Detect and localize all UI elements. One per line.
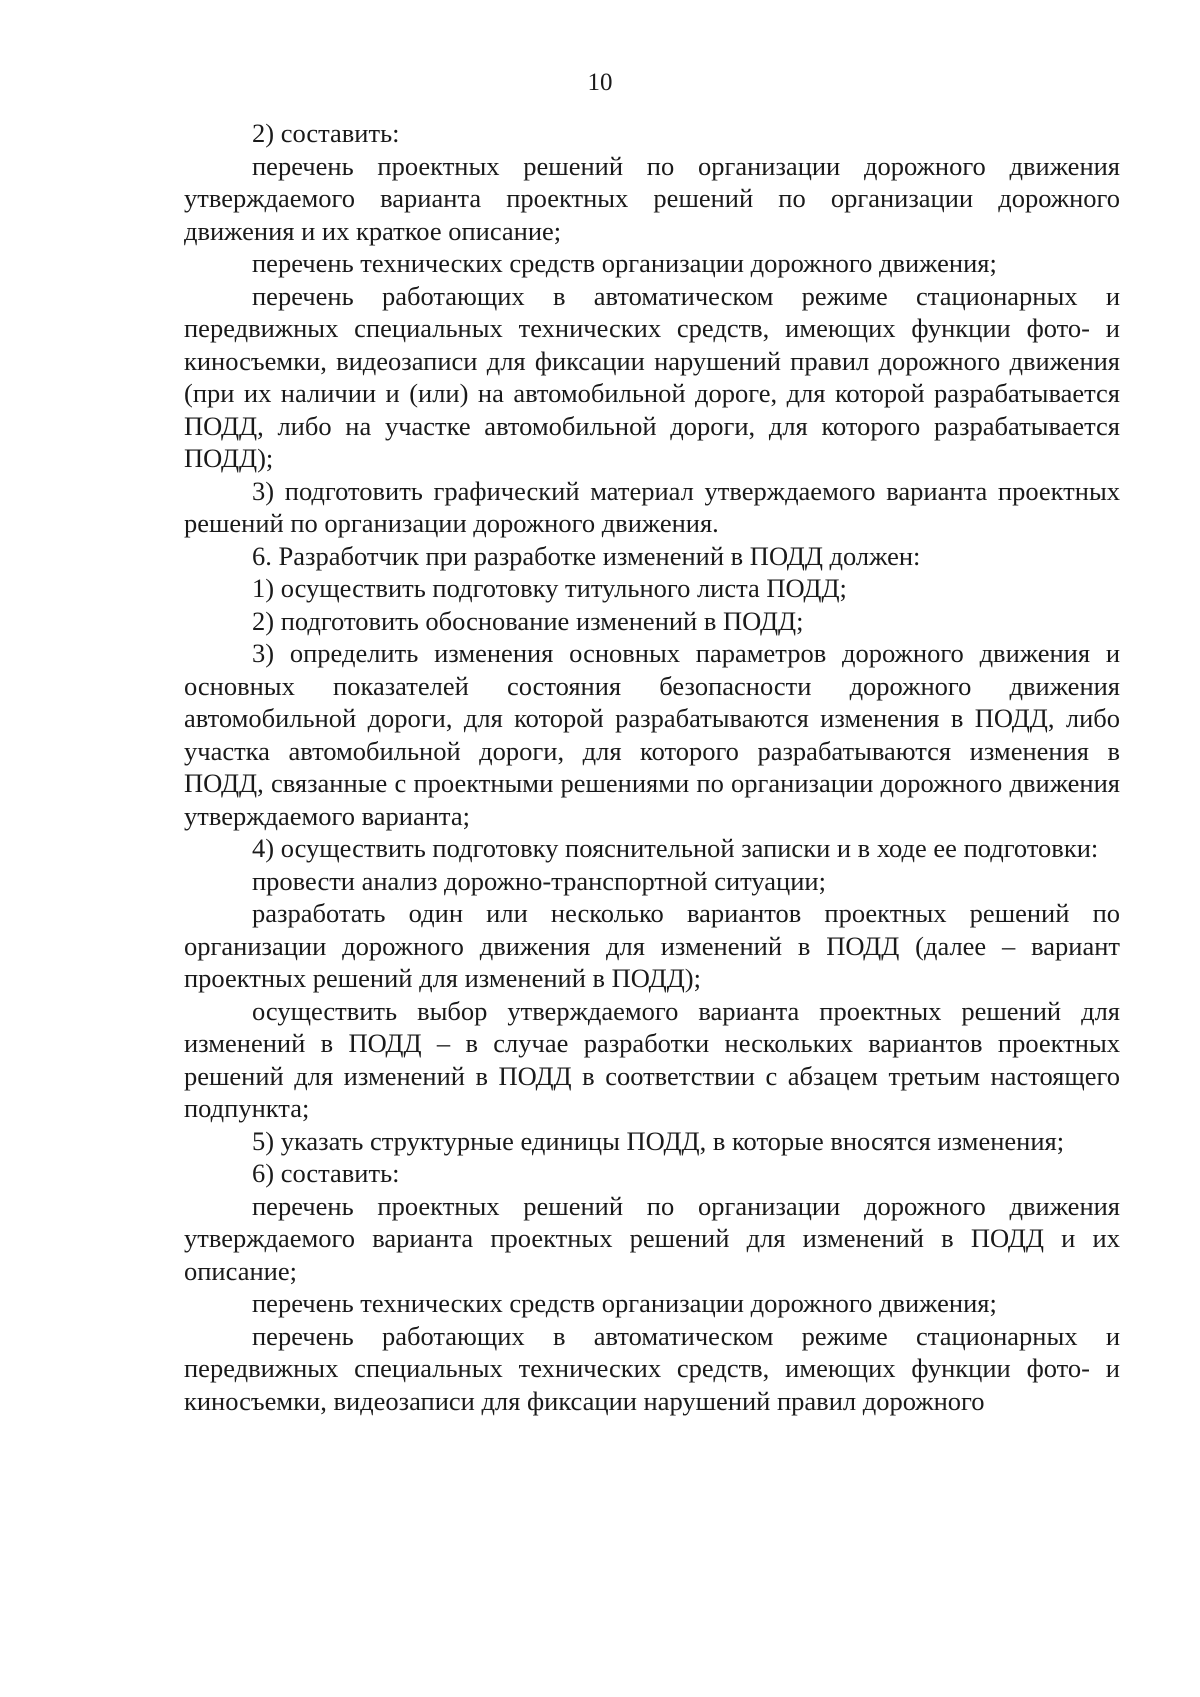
document-body (184, 117, 1120, 1417)
paragraph-technical-means-list-2: перечень технических средств организации дорожного движения; (252, 1288, 997, 1318)
paragraph-graphic-material: 3) подготовить графический материал утверждаемого варианта проектных решений по организации дорожного движения. (184, 475, 1120, 538)
paragraph-technical-means-list: перечень технических средств организации дорожного движения; (252, 248, 997, 278)
paragraph-compose-list-2: 6) составить: (252, 1158, 400, 1188)
paragraph-title-sheet: 1) осуществить подготовку титульного листа ПОДД; (252, 573, 847, 603)
paragraph-situation-analysis: провести анализ дорожно-транспортной ситуации; (252, 865, 826, 896)
paragraph-section-6-heading: 6. Разработчик при разработке изменений в ПОДД должен: (252, 540, 921, 571)
paragraph-structural-units: 5) указать структурные единицы ПОДД, в которые вносятся изменения; (252, 1125, 1065, 1156)
paragraph-project-decisions-list: перечень проектных решений по организации дорожного движения утверждаемого варианта проектных решений по организации дорожного движения и их краткое описание; (184, 150, 1120, 246)
paragraph-project-decisions-list-2: перечень проектных решений по организации дорожного движения утверждаемого варианта проектных решений для изменений в ПОДД и их описание; (184, 1190, 1120, 1286)
paragraph-explanatory-note: 4) осуществить подготовку пояснительной записки и в ходе ее подготовки: (252, 833, 1099, 863)
paragraph-automatic-devices-list: перечень работающих в автоматическом режиме стационарных и передвижных специальных технических средств, имеющих функции фото- и киносъемки, видеозаписи для фиксации нарушений правил дорожного движения (при их наличии и (или) на автомобильной дороге, для которой разрабатывается ПОДД, либо на участке автомобильной дороги, для которого разрабатывается ПОДД); (184, 280, 1120, 473)
paragraph-develop-variants: разработать один или несколько вариантов проектных решений по организации дорожного движения для изменений в ПОДД (далее – вариант проектных решений для изменений в ПОДД); (184, 898, 1120, 993)
paragraph-automatic-devices-list-2: перечень работающих в автоматическом режиме стационарных и передвижных специальных технических средств, имеющих функции фото- и киносъемки, видеозаписи для фиксации нарушений правил дорожного (184, 1320, 1120, 1416)
page-number: 10 (587, 69, 613, 96)
paragraph-justification: 2) подготовить обоснование изменений в ПОДД; (252, 605, 804, 636)
paragraph-select-variant: осуществить выбор утверждаемого варианта проектных решений для изменений в ПОДД – в случае разработки нескольких вариантов проектных решений для изменений в ПОДД в соответствии с абзацем третьим настоящего подпункта; (184, 995, 1120, 1123)
paragraph-compose-list: 2) составить: (252, 118, 400, 148)
paragraph-determine-changes: 3) определить изменения основных параметров дорожного движения и основных показателей состояния безопасности дорожного движения автомобильной дороги, для которой разрабатываются изменения в ПОДД, либо участка автомобильной дороги, для которого разрабатываются изменения в ПОДД, связанные с проектными решениями по организации дорожного движения утверждаемого варианта; (184, 638, 1120, 831)
